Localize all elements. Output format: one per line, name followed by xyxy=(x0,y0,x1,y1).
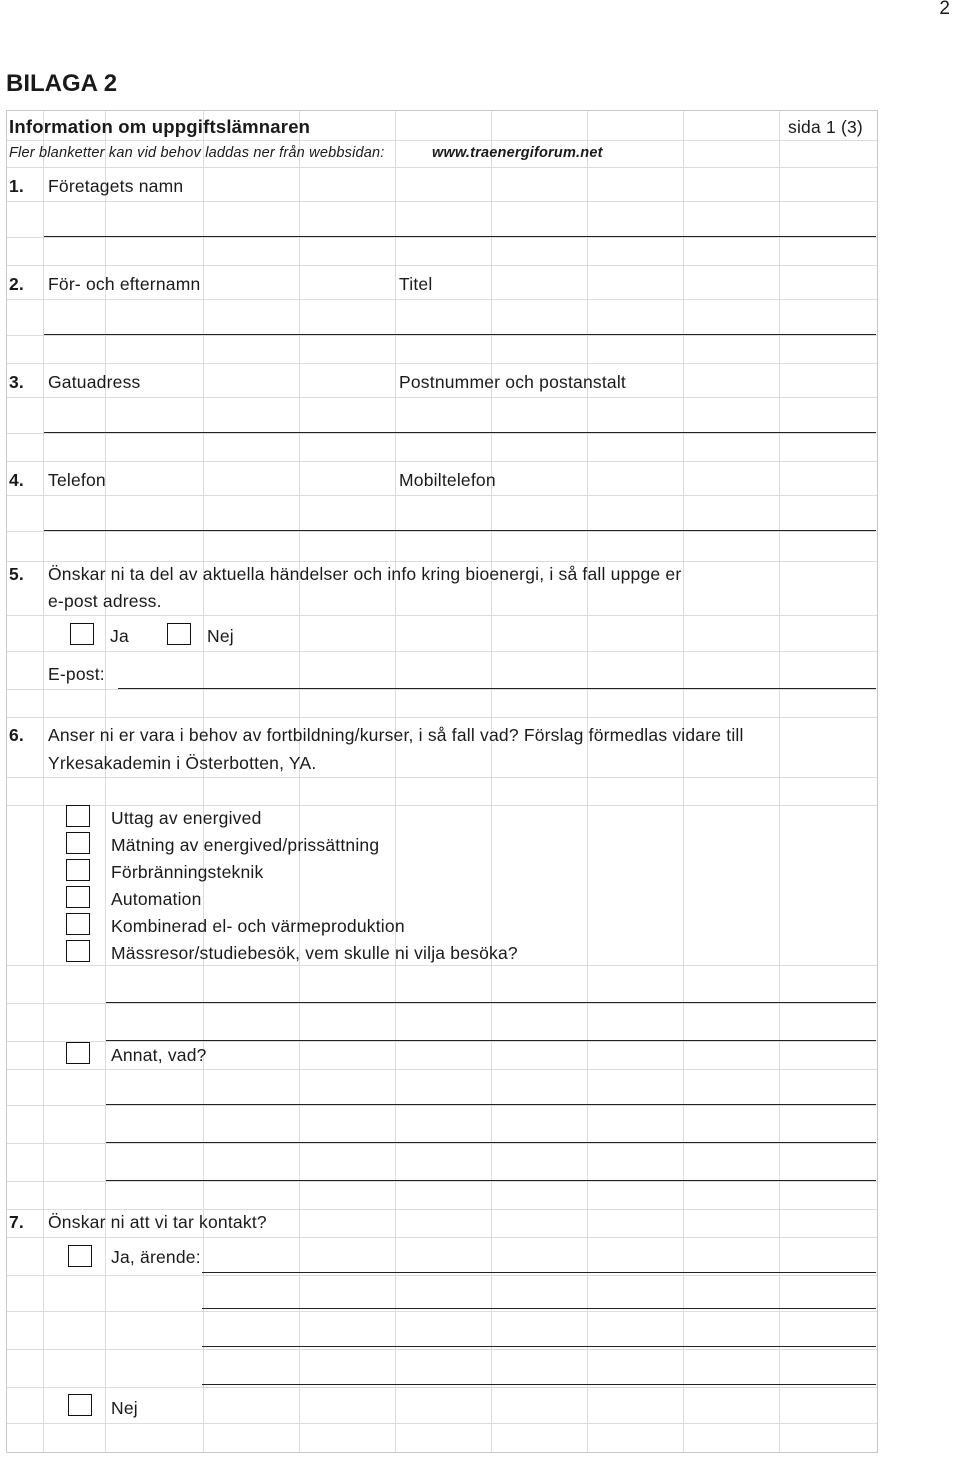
q3-label: Gatuadress xyxy=(48,372,141,392)
q5-text-line2: e-post adress. xyxy=(48,591,162,611)
q7-no-checkbox[interactable] xyxy=(68,1394,92,1416)
email-field[interactable] xyxy=(118,688,876,689)
website-link[interactable]: www.traenergiforum.net xyxy=(432,145,603,161)
q2-title-label: Titel xyxy=(399,274,433,294)
address-field[interactable] xyxy=(44,432,876,433)
form-title: Information om uppgiftslämnaren xyxy=(9,116,311,137)
course-checkbox[interactable] xyxy=(66,940,90,962)
q7-no-label: Nej xyxy=(111,1398,138,1418)
course-option: Kombinerad el- och värmeproduktion xyxy=(111,916,405,936)
company-name-field[interactable] xyxy=(44,236,876,237)
errand-answer-line[interactable] xyxy=(202,1346,876,1347)
other-checkbox[interactable] xyxy=(66,1042,90,1064)
q5-yes-checkbox[interactable] xyxy=(70,623,94,645)
course-checkbox[interactable] xyxy=(66,859,90,881)
q7-number: 7. xyxy=(9,1212,24,1232)
q5-number: 5. xyxy=(9,564,24,584)
errand-answer-line[interactable] xyxy=(202,1272,876,1273)
phone-field[interactable] xyxy=(44,530,876,531)
q3-number: 3. xyxy=(9,372,24,392)
q5-text-line1: Önskar ni ta del av aktuella händelser och info kring bioenergi, i så fall uppge er xyxy=(48,564,682,584)
q4-number: 4. xyxy=(9,470,24,490)
course-checkbox[interactable] xyxy=(66,913,90,935)
visit-answer-line[interactable] xyxy=(106,1002,876,1003)
other-answer-line[interactable] xyxy=(106,1180,876,1181)
course-option: Mässresor/studiebesök, vem skulle ni vilja besöka? xyxy=(111,943,518,963)
q6-text-line1: Anser ni er vara i behov av fortbildning/kurser, i så fall vad? Förslag förmedlas vidare till xyxy=(48,725,744,745)
q1-label: Företagets namn xyxy=(48,176,184,196)
q1-number: 1. xyxy=(9,176,24,196)
appendix-heading: BILAGA 2 xyxy=(6,70,118,97)
email-label: E-post: xyxy=(48,664,105,684)
page-indicator: sida 1 (3) xyxy=(788,117,863,137)
q6-text-line2: Yrkesakademin i Österbotten, YA. xyxy=(48,753,317,773)
course-option: Automation xyxy=(111,889,202,909)
other-answer-line[interactable] xyxy=(106,1104,876,1105)
q4-mobile-label: Mobiltelefon xyxy=(399,470,496,490)
course-option: Förbränningsteknik xyxy=(111,862,264,882)
errand-answer-line[interactable] xyxy=(202,1384,876,1385)
course-option: Uttag av energived xyxy=(111,808,262,828)
visit-answer-line[interactable] xyxy=(106,1040,876,1041)
q5-no-label: Nej xyxy=(207,626,234,646)
q5-no-checkbox[interactable] xyxy=(167,623,191,645)
q5-yes-label: Ja xyxy=(110,626,129,646)
other-answer-line[interactable] xyxy=(106,1142,876,1143)
course-checkbox[interactable] xyxy=(66,832,90,854)
q2-number: 2. xyxy=(9,274,24,294)
page-number: 2 xyxy=(939,0,950,19)
q6-number: 6. xyxy=(9,725,24,745)
course-checkbox[interactable] xyxy=(66,886,90,908)
q7-label: Önskar ni att vi tar kontakt? xyxy=(48,1212,267,1232)
q7-yes-checkbox[interactable] xyxy=(68,1245,92,1267)
course-option: Mätning av energived/prissättning xyxy=(111,835,380,855)
course-checkbox[interactable] xyxy=(66,805,90,827)
q4-label: Telefon xyxy=(48,470,106,490)
q3-postal-label: Postnummer och postanstalt xyxy=(399,372,626,392)
q7-yes-label: Ja, ärende: xyxy=(111,1247,201,1267)
name-title-field[interactable] xyxy=(44,334,876,335)
subtitle-text: Fler blanketter kan vid behov laddas ner från webbsidan: xyxy=(9,145,385,161)
q2-label: För- och efternamn xyxy=(48,274,201,294)
errand-answer-line[interactable] xyxy=(202,1308,876,1309)
other-label: Annat, vad? xyxy=(111,1045,207,1065)
